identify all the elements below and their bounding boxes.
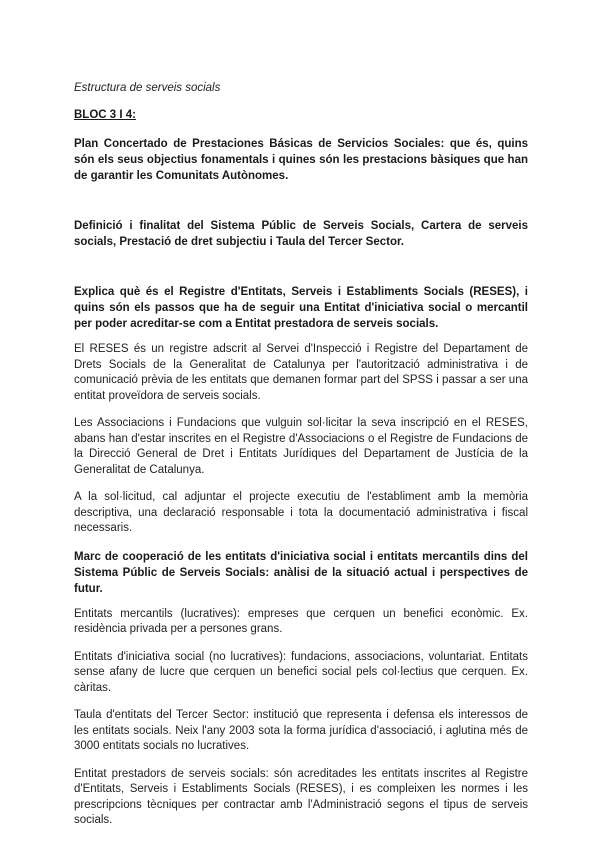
paragraph-entitats-iniciativa-social: Entitats d'iniciativa social (no lucratives): fundacions, associacions, voluntariat. Entitats sense afany de lucre que cerquen un benefici social pels col·lectius que cerquen. Ex. càritas.: [74, 650, 528, 694]
question-marc-cooperacio: Marc de cooperació de les entitats d'iniciativa social i entitats mercantils dins del Sistema Públic de Serveis Socials: anàlisi de la situació actual i perspectives de futur.: [74, 550, 528, 595]
bloc-heading: BLOC 3 I 4:: [74, 109, 136, 121]
paragraph-reses-sollicitud: A la sol·licitud, cal adjuntar el projecte executiu de l'establiment amb la memòria descriptiva, una declaració responsable i tota la documentació administrativa i fiscal necessaris.: [74, 491, 528, 534]
paragraph-entitats-mercantils: Entitats mercantils (lucratives): empreses que cerquen un benefici econòmic. Ex. residència privada per a persones grans.: [74, 607, 528, 635]
page-header: Estructura de serveis socials: [74, 82, 221, 94]
document-body: [74, 108, 528, 829]
question-plan-concertado: Plan Concertado de Prestaciones Básicas de Servicios Sociales: que és, quins són els seus objectius fonamentals i quines són les prestacions bàsiques que han de garantir les Comunitats Autònomes.: [74, 138, 528, 182]
paragraph-taula-tercer-sector: Taula d'entitats del Tercer Sector: institució que representa i defensa els interessos de les entitats socials. Neix l'any 2003 sota la forma jurídica d'associació, i aglutina més de 3000 entitats socials no lucratives.: [74, 709, 528, 752]
paragraph-entitat-prestadors: Entitat prestadors de serveis socials: són acreditades les entitats inscrites al Registre d'Entitats, Serveis i Establiments Socials (RESES), i es compleixen les normes i les prescripcions tècniques per contractar amb l'Administració segons el tipus de serveis socials.: [74, 767, 528, 826]
paragraph-reses-definition: El RESES és un registre adscrit al Servei d'Inspecció i Registre del Departament de Drets Socials de la Generalitat de Catalunya per l'autorització administrativa i de comunicació prèvia de les entitats que demanen formar part del SPSS i passar a ser una entitat proveïdora de serveis socials.: [74, 343, 528, 402]
question-reses: Explica què és el Registre d'Entitats, Serveis i Establiments Socials (RESES), i quins són els passos que ha de seguir una Entitat d'iniciativa social o mercantil per poder acreditar-se com a Entitat prestadora de serveis socials.: [74, 286, 528, 330]
question-sistema-public: Definició i finalitat del Sistema Públic de Serveis Socials, Cartera de serveis socials, Prestació de dret subjectiu i Taula del Tercer Sector.: [74, 220, 528, 248]
paragraph-reses-associacions: Les Associacions i Fundacions que vulguin sol·licitar la seva inscripció en el RESES, abans han d'estar inscrites en el Registre d'Associacions o el Registre de Fundacions de la Direcció General de Dret i Entitats Jurídiques del Departament de Justícia de la Generalitat de Catalunya.: [74, 417, 528, 476]
